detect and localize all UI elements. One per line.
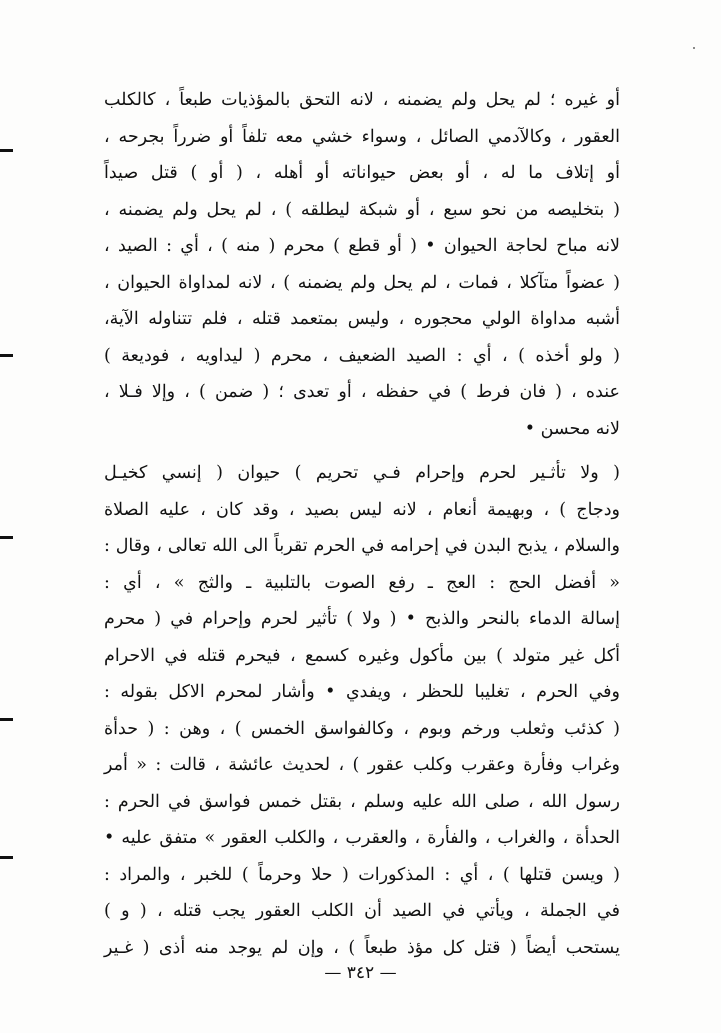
text-line: أو غيره ؛ لم يحل ولم يضمنه ، لانه التحق بالمؤذيات طبعاً ، كالكلب <box>104 90 620 110</box>
margin-mark <box>0 354 13 357</box>
paragraph-2 <box>104 455 620 966</box>
paper-speck <box>693 47 695 49</box>
text-line: أشبه مداواة الولي محجوره ، وليس بمتعمد قتله ، فلم تتناوله الآية، <box>104 309 620 329</box>
body-text <box>104 82 620 966</box>
text-line: إسالة الدماء بالنحر والذبح • ( ولا ) تأثير لحرم وإحرام في ( محرم <box>104 609 620 629</box>
text-line: « أفضل الحج : العج ـ رفع الصوت بالتلبية ـ والثج » ، أي : <box>104 572 620 593</box>
paragraph-1 <box>104 82 620 447</box>
text-line: لانه محسن • <box>524 418 620 439</box>
margin-mark <box>0 149 13 152</box>
margin-mark <box>0 856 13 859</box>
text-line: لانه مباح لحاجة الحيوان • ( أو قطع ) محرم ( منه ) ، أي : الصيد ، <box>104 236 620 256</box>
page-number: — ٣٤٢ — <box>324 963 397 983</box>
text-line: ( ولو أخذه ) ، أي : الصيد الضعيف ، محرم ( ليداويه ، فوديعة ) <box>104 345 620 366</box>
text-line: في الجملة ، ويأتي في الصيد أن الكلب العقور يجب قتله ، ( و ) <box>104 901 620 921</box>
margin-mark <box>0 718 13 721</box>
text-line: أو إتلاف ما له ، أو بعض حيواناته أو أهله ، ( أو ) قتل صيداً <box>104 163 620 183</box>
text-line: ( بتخليصه من نحو سبع ، أو شبكة ليطلقه ) ، لم يحل ولم يضمنه ، <box>104 199 620 220</box>
text-line: ( عضواً متآكلا ، فمات ، لم يحل ولم يضمنه ) ، لانه لمداواة الحيوان ، <box>104 272 620 293</box>
text-line: وغراب وفأرة وعقرب وكلب عقور ) ، لحديث عائشة ، قالت : « أمر <box>104 755 620 775</box>
text-line: ( كذئب وثعلب ورخم وبوم ، وكالفواسق الخمس ) ، وهن : ( حدأة <box>104 718 620 739</box>
text-line: ( ولا تأثـير لحرم وإحرام فـي تحريم ) حيوان ( إنسي كخيـل <box>104 463 620 483</box>
text-line: رسول الله ، صلى الله عليه وسلم ، بقتل خمس فواسق في الحرم : <box>104 791 620 812</box>
paragraph-gap <box>104 447 620 455</box>
text-line: أكل غير متولد ) بين مأكول وغيره كسمع ، فيحرم قتله في الاحرام <box>104 645 620 666</box>
text-line: يستحب أيضاً ( قتل كل مؤذ طبعاً ) ، وإن لم يوجد منه أذى ( غـير <box>104 937 620 958</box>
text-line: الحدأة ، والغراب ، والفأرة ، والعقرب ، والكلب العقور » متفق عليه • <box>104 828 620 848</box>
margin-mark <box>0 536 13 539</box>
text-line: العقور ، وكالآدمي الصائل ، وسواء خشي معه تلفاً أو ضرراً بجرحه ، <box>104 126 620 147</box>
text-line: عنده ، ( فان فرط ) في حفظه ، أو تعدى ؛ ( ضمن ) ، وإلا فـلا ، <box>104 382 620 402</box>
text-line: والسلام ، يذبح البدن في إحرامه في الحرم تقرباً الى الله تعالى ، وقال : <box>104 536 620 556</box>
text-line: ( ويسن قتلها ) ، أي : المذكورات ( حلا وحرماً ) للخبر ، والمراد : <box>104 864 620 885</box>
text-line: ودجاج ) ، وبهيمة أنعام ، لانه ليس بصيد ، وقد كان ، عليه الصلاة <box>104 499 620 520</box>
text-line: وفي الحرم ، تغليبا للحظر ، ويفدي • وأشار لمحرم الاكل بقوله : <box>104 682 620 702</box>
